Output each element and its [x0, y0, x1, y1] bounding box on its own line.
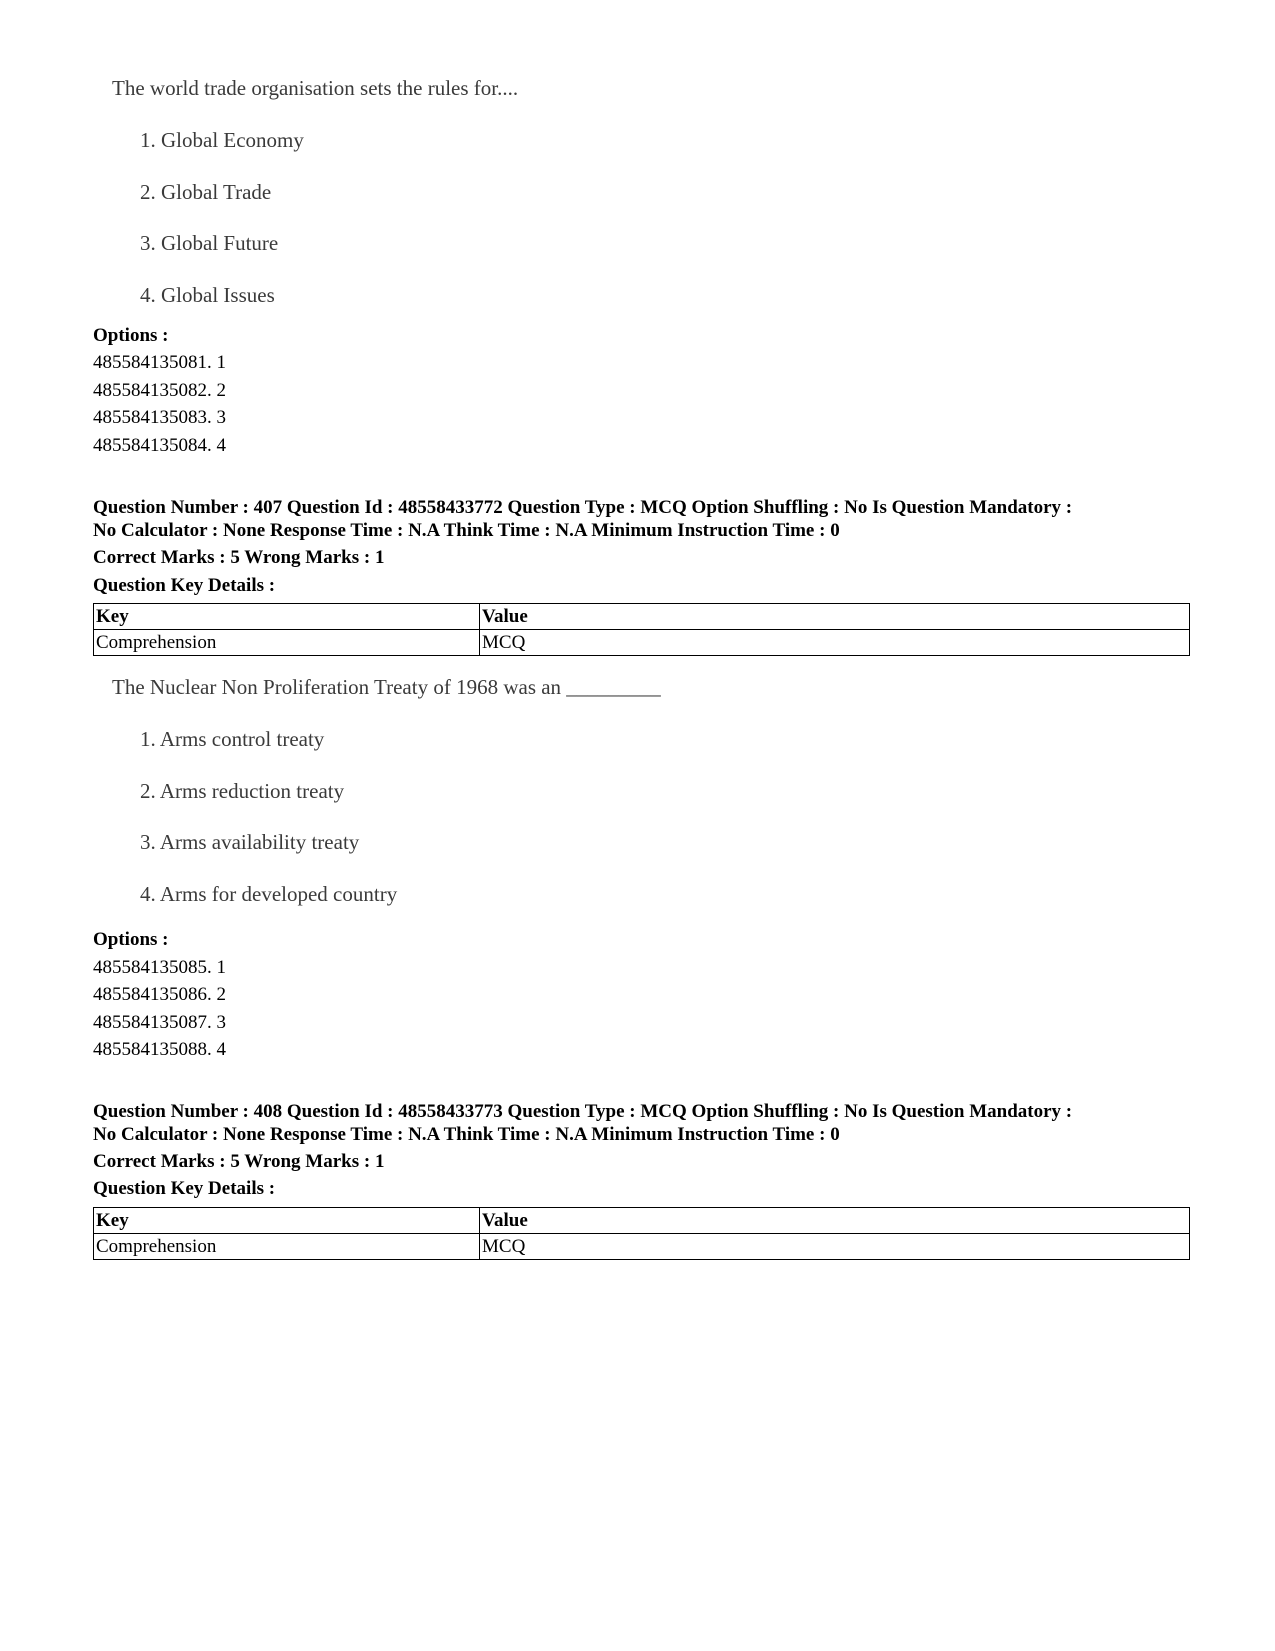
table-cell-key: Comprehension [94, 630, 480, 656]
option-id: 485584135084. 4 [93, 435, 226, 456]
options-label: Options : [93, 325, 169, 346]
question-stem: The Nuclear Non Proliferation Treaty of 1968 was an _________ [112, 675, 661, 699]
table-row [94, 630, 1190, 656]
question-header-line1: Question Number : 408 Question Id : 48558433773 Question Type : MCQ Option Shuffling : No Is Question Mandatory : [93, 1101, 1073, 1122]
table-header-value: Value [480, 1208, 1190, 1234]
answer-choice: 1. Global Economy [140, 128, 304, 152]
table-cell-value: MCQ [480, 630, 1190, 656]
question-header-line2: No Calculator : None Response Time : N.A Think Time : N.A Minimum Instruction Time : 0 [93, 1124, 840, 1145]
table-header-value: Value [480, 604, 1190, 630]
table-header-key: Key [94, 1208, 480, 1234]
key-details-table [93, 603, 1190, 656]
option-id: 485584135082. 2 [93, 380, 226, 401]
answer-choice: 1. Arms control treaty [140, 727, 325, 751]
table-cell-value: MCQ [480, 1234, 1190, 1260]
question-stem: The world trade organisation sets the rules for.... [112, 76, 519, 100]
option-id: 485584135081. 1 [93, 352, 226, 373]
answer-choice: 4. Arms for developed country [140, 882, 398, 906]
option-id: 485584135083. 3 [93, 407, 226, 428]
table-cell-key: Comprehension [94, 1234, 480, 1260]
answer-choice: 3. Global Future [140, 231, 279, 255]
option-id: 485584135088. 4 [93, 1039, 226, 1060]
marks-line: Correct Marks : 5 Wrong Marks : 1 [93, 1151, 385, 1172]
option-id: 485584135086. 2 [93, 984, 226, 1005]
option-id: 485584135085. 1 [93, 957, 226, 978]
answer-choice: 2. Arms reduction treaty [140, 779, 345, 803]
option-id: 485584135087. 3 [93, 1012, 226, 1033]
marks-line: Correct Marks : 5 Wrong Marks : 1 [93, 547, 385, 568]
answer-choice: 2. Global Trade [140, 180, 272, 204]
answer-choice: 3. Arms availability treaty [140, 830, 360, 854]
key-details-table [93, 1207, 1190, 1260]
key-details-label: Question Key Details : [93, 1178, 276, 1199]
options-label: Options : [93, 929, 169, 950]
question-header-line2: No Calculator : None Response Time : N.A Think Time : N.A Minimum Instruction Time : 0 [93, 520, 840, 541]
answer-choice: 4. Global Issues [140, 283, 275, 307]
table-header-row [94, 1208, 1190, 1234]
question-header-line1: Question Number : 407 Question Id : 48558433772 Question Type : MCQ Option Shuffling : No Is Question Mandatory : [93, 497, 1073, 518]
table-header-row [94, 604, 1190, 630]
key-details-label: Question Key Details : [93, 575, 276, 596]
table-row [94, 1234, 1190, 1260]
table-header-key: Key [94, 604, 480, 630]
